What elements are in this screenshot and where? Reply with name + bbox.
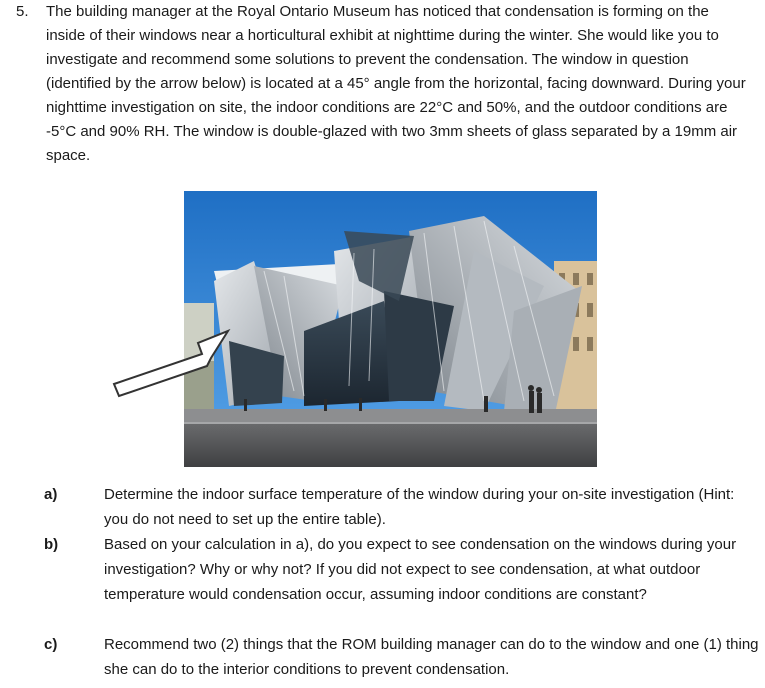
question-a-text: Determine the indoor surface temperature of the window during your on-site investigation (Hint: you do not need to set up the entire table). bbox=[104, 486, 735, 528]
question-b-label: b) bbox=[44, 536, 59, 553]
problem-text: The building manager at the Royal Ontario Museum has noticed that condensation is forming on the inside of their windows near a horticultural exhibit at nighttime during the winter. She would like you to investigate and recommend some solutions to prevent the condensation. The window in question (identified by the arrow below) is located at a 45° angle from the horizontal, facing downward. During your nighttime investigation on site, the indoor conditions are 22°C and 50%, and the outdoor conditions are -5°C and 90% RH. The window is double-glazed with two 3mm sheets of glass separated by a 19mm air space. bbox=[46, 3, 746, 164]
problem-number: 5. bbox=[16, 3, 29, 20]
question-c-label: c) bbox=[44, 636, 58, 653]
question-a-label: a) bbox=[44, 486, 58, 503]
window-indicator-arrow-icon bbox=[112, 191, 600, 467]
museum-figure bbox=[112, 191, 600, 467]
question-c-text: Recommend two (2) things that the ROM building manager can do to the window and one (1) thing she can do to the interior conditions to prevent condensation. bbox=[104, 636, 759, 678]
question-b-text: Based on your calculation in a), do you expect to see condensation on the windows during your investigation? Why or why not? If you did not expect to see condensation, at what outdoor temperature would condensation occur, assuming indoor conditions are constant? bbox=[104, 536, 737, 603]
